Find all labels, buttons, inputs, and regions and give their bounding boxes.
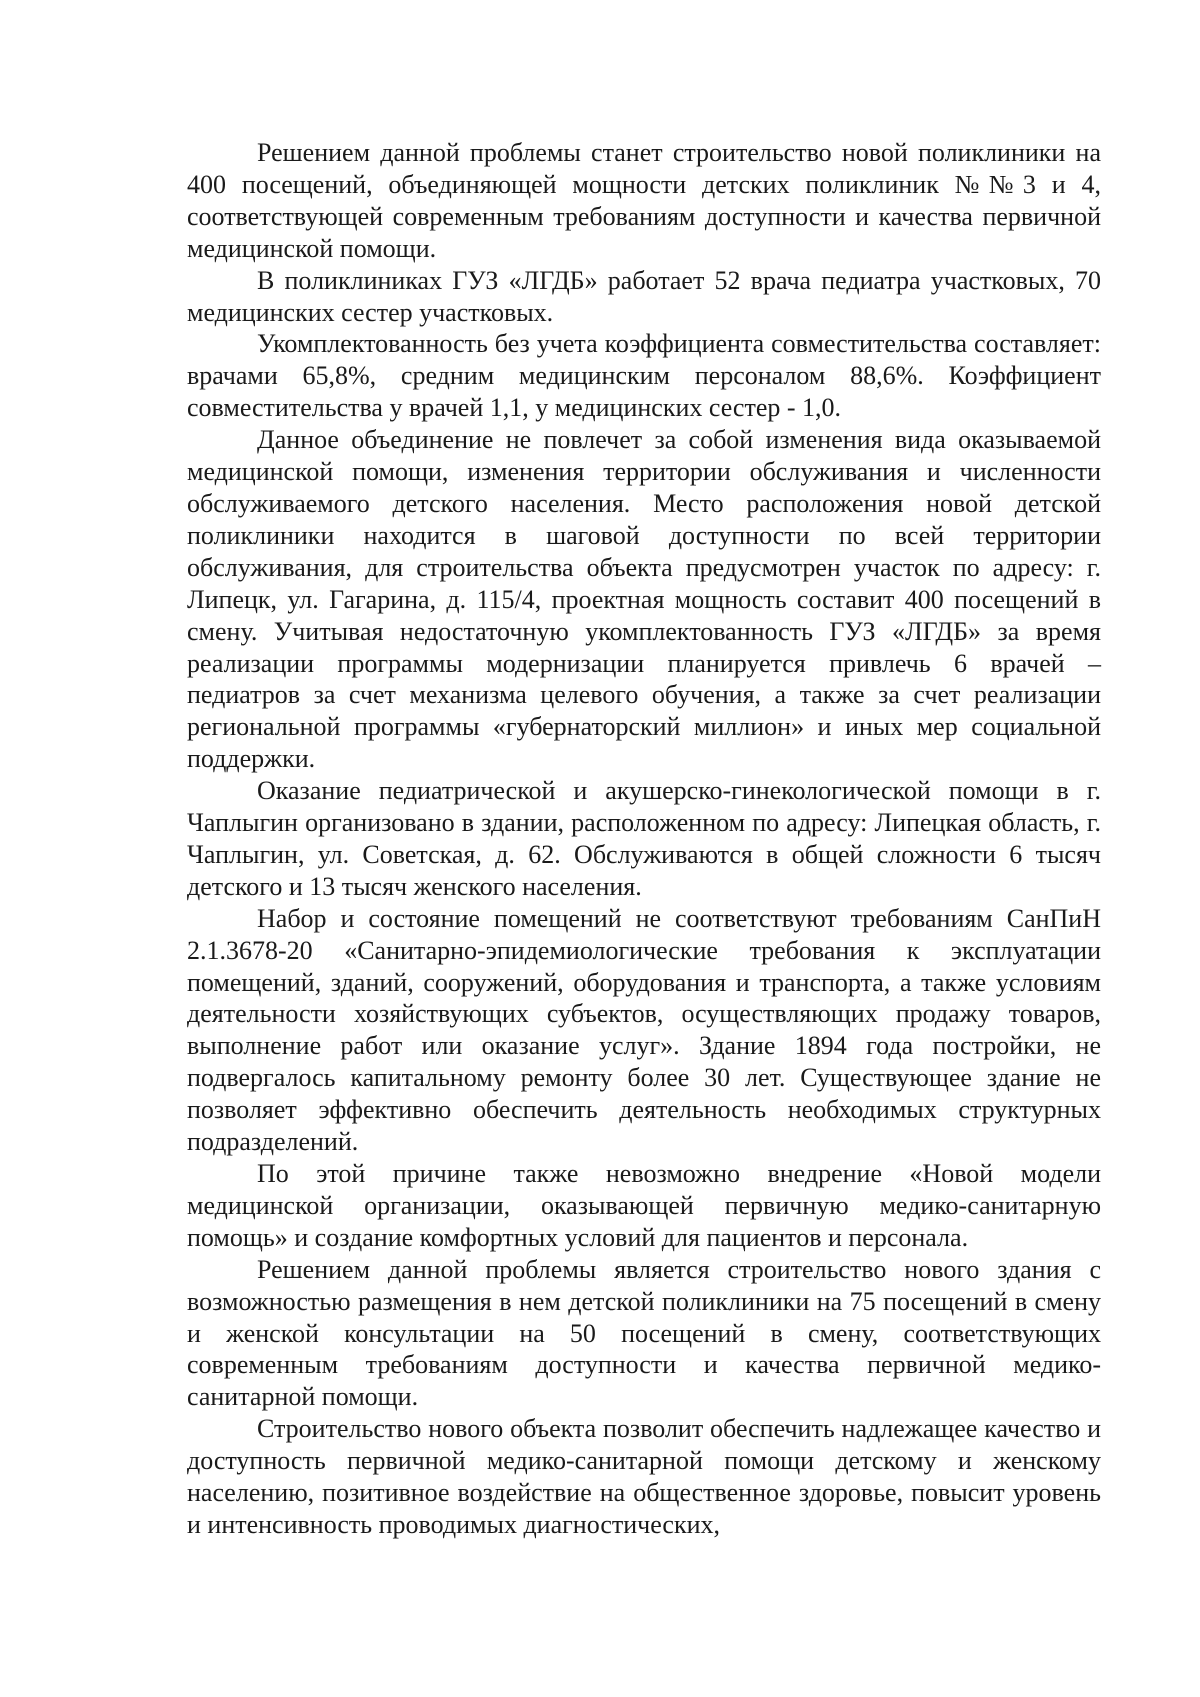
paragraph-staffing-level: Укомплектованность без учета коэффициента совместительства составляет: врачами 65,8%, средним медицинским персоналом 88,6%. Коэффициент совместительства у врачей 1,1, у медицинских сестер - 1,0.: [187, 329, 1101, 423]
paragraph-chaplygin-care: Оказание педиатрической и акушерско-гинекологической помощи в г. Чаплыгин организовано в здании, расположенном по адресу: Липецкая область, г. Чаплыгин, ул. Советская, д. 62. Обслуживаются в общей сложности 6 тысяч детского и 13 тысяч женского населения.: [187, 776, 1101, 901]
document-body: [187, 137, 1101, 1541]
paragraph-new-model-impossible: По этой причине также невозможно внедрение «Новой модели медицинской организации, оказывающей первичную медико-санитарную помощь» и создание комфортных условий для пациентов и персонала.: [187, 1159, 1101, 1252]
paragraph-sanpin-noncompliance: Набор и состояние помещений не соответствуют требованиям СанПиН 2.1.3678-20 «Санитарно-эпидемиологические требования к эксплуатации помещений, зданий, сооружений, оборудования и транспорта, а также условиям деятельности хозяйствующих субъектов, осуществляющих продажу товаров, выполнение работ или оказание услуг». Здание 1894 года постройки, не подвергалось капитальному ремонту более 30 лет. Существующее здание не позволяет эффективно обеспечить деятельность необходимых структурных подразделений.: [187, 903, 1101, 1157]
paragraph-construction-benefits: Строительство нового объекта позволит обеспечить надлежащее качество и доступность первичной медико-санитарной помощи детскому и женскому населению, позитивное воздействие на общественное здоровье, повысит уровень и интенсивность проводимых диагностических,: [187, 1414, 1101, 1539]
paragraph-chaplygin-solution: Решением данной проблемы является строительство нового здания с возможностью размещения в нем детской поликлиники на 75 посещений в смену и женской консультации на 50 посещений в смену, соответствующих современным требованиям доступности и качества первичной медико-санитарной помощи.: [187, 1254, 1101, 1412]
paragraph-merger-details: Данное объединение не повлечет за собой изменения вида оказываемой медицинской помощи, изменения территории обслуживания и численности обслуживаемого детского населения. Место расположения новой детской поликлиники находится в шаговой доступности по всей территории обслуживания, для строительства объекта предусмотрен участок по адресу: г. Липецк, ул. Гагарина, д. 115/4, проектная мощность составит 400 посещений в смену. Учитывая недостаточную укомплектованность ГУЗ «ЛГДБ» за время реализации программы модернизации планируется привлечь 6 врачей – педиатров за счет механизма целевого обучения, а также за счет реализации региональной программы «губернаторский миллион» и иных мер социальной поддержки.: [187, 425, 1101, 774]
paragraph-solution-merger: Решением данной проблемы станет строительство новой поликлиники на 400 посещений, объединяющей мощности детских поликлиник №№3 и 4, соответствующей современным требованиям доступности и качества первичной медицинской помощи.: [187, 138, 1101, 263]
paragraph-staff-count: В поликлиниках ГУЗ «ЛГДБ» работает 52 врача педиатра участковых, 70 медицинских сестер участковых.: [187, 265, 1101, 327]
